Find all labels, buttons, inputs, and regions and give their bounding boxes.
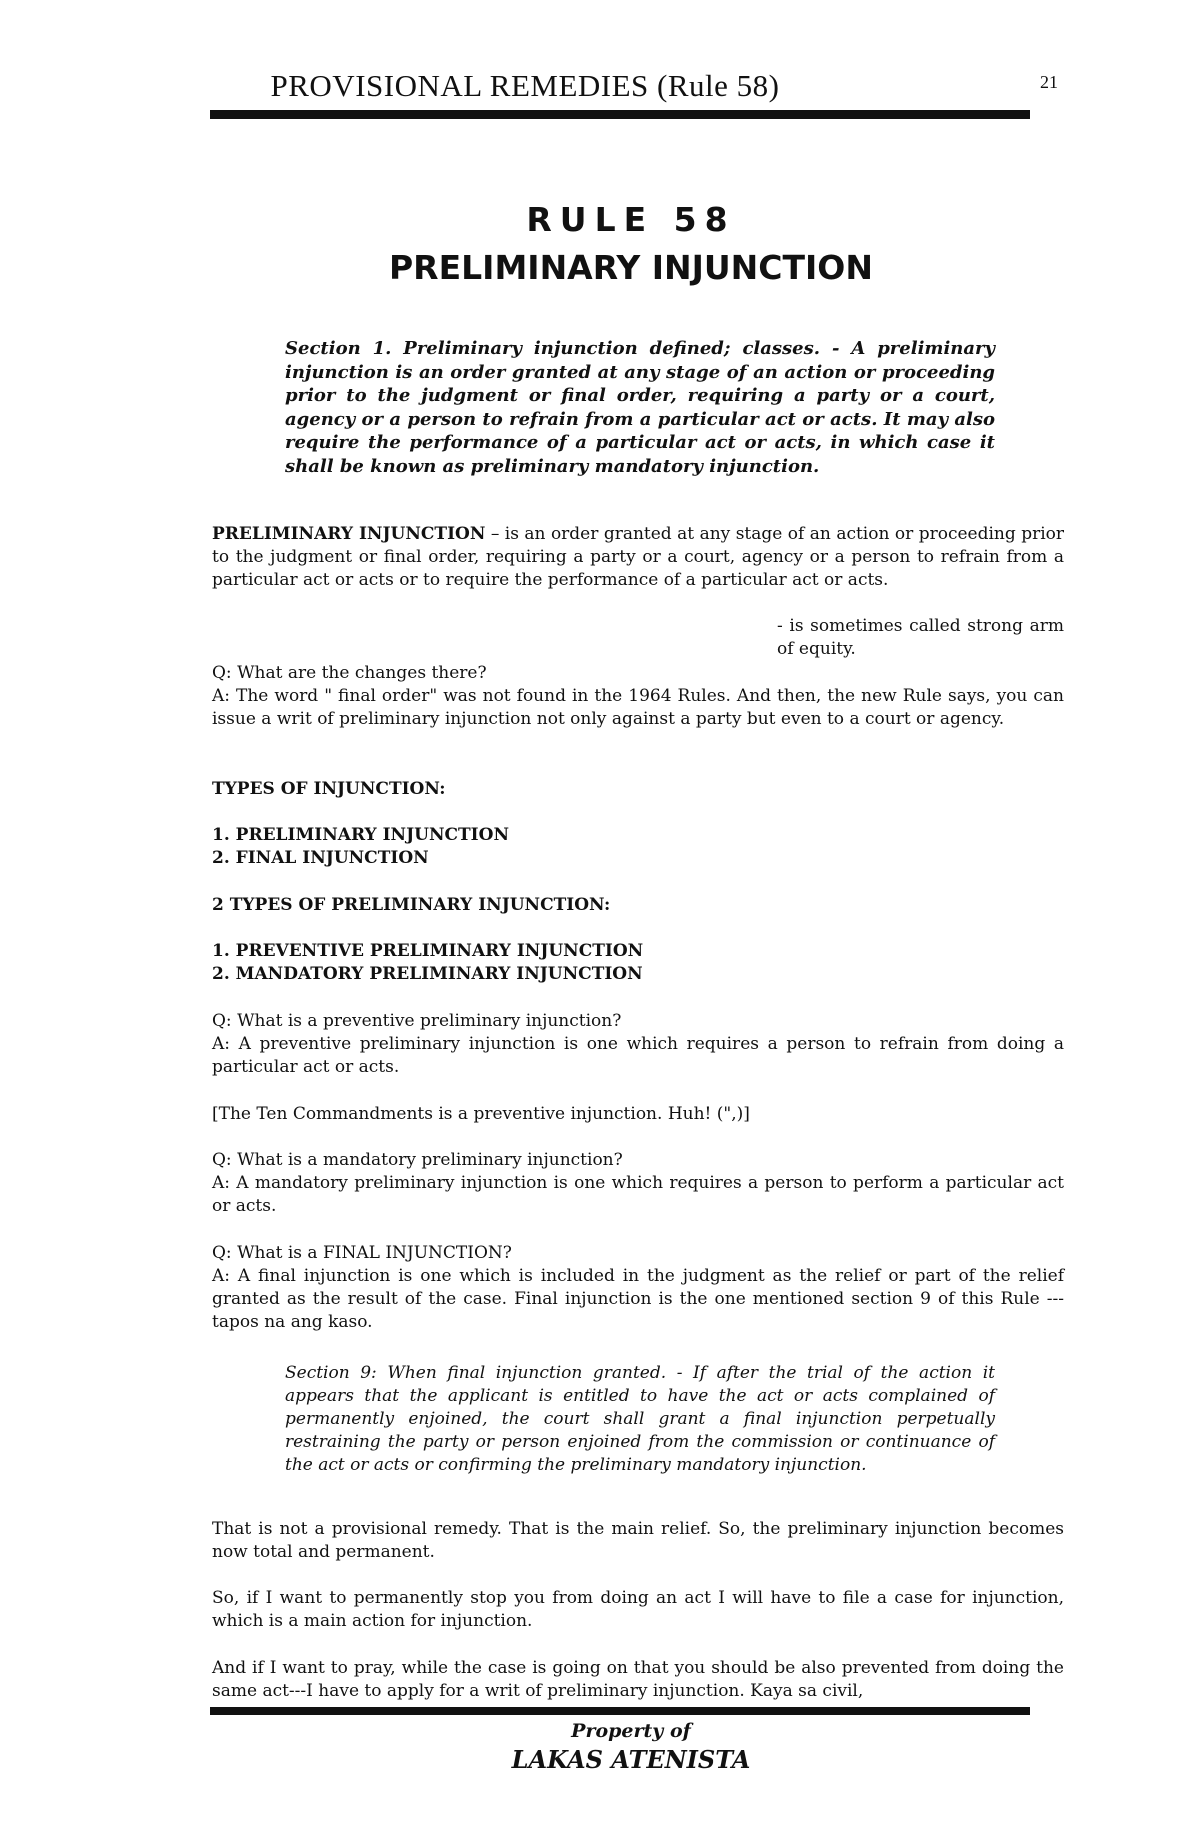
qa-final (212, 1242, 1064, 1334)
qa-changes (212, 662, 1064, 731)
definition-paragraph (212, 523, 1064, 592)
list-item: 1. PREVENTIVE PRELIMINARY INJUNCTION (212, 941, 644, 961)
question: Q: What is a preventive preliminary injunction? (212, 1011, 622, 1031)
header-rule (210, 110, 1030, 119)
question: Q: What are the changes there? (212, 663, 487, 683)
qa-preventive (212, 1010, 1064, 1079)
definition-note: - is sometimes called strong arm of equity. (777, 616, 1064, 659)
question: Q: What is a FINAL INJUNCTION? (212, 1243, 512, 1263)
footer-rule (210, 1707, 1030, 1715)
definition-text: – is an order granted at any stage of an action or proceeding prior to the judgment or final order, requiring a party or a court, agency or a person to refrain from a particular act or acts or to require the performance of a particular act or acts. (212, 524, 1064, 590)
rule-number: RULE 58 (526, 200, 736, 239)
prelim-types-heading: 2 TYPES OF PRELIMINARY INJUNCTION: (212, 895, 611, 915)
list-item: 1. PRELIMINARY INJUNCTION (212, 825, 509, 845)
running-header-title: PROVISIONAL REMEDIES (Rule 58) (270, 68, 780, 103)
section-1-quote: Section 1. Preliminary injunction defined; classes. - A preliminary injunction is an order granted at any stage of an action or proceeding prior to the judgment or final order, requiring a party or a court, agency or a person to refrain from a particular act or acts. It may also require the performance of a particular act or acts, in which case it shall be known as preliminary mandatory injunction. (285, 338, 995, 477)
footer-property: Property of (571, 1720, 691, 1742)
qa-mandatory (212, 1149, 1064, 1218)
list-item: 2. FINAL INJUNCTION (212, 848, 429, 868)
list-item: 2. MANDATORY PRELIMINARY INJUNCTION (212, 964, 643, 984)
section-9-quote: Section 9: When final injunction granted. - If after the trial of the action it appears that the applicant is entitled to have the act or acts complained of permanently enjoined, the court shall grant a final injunction perpetually restraining the party or person enjoined from the commission or continuance of the act or acts or confirming the preliminary mandatory injunction. (285, 1363, 995, 1475)
paragraph-writ: And if I want to pray, while the case is going on that you should be also prevented from doing the same act---I have to apply for a writ of preliminary injunction. Kaya sa civil, (212, 1658, 1064, 1701)
answer: A: The word " final order" was not found in the 1964 Rules. And then, the new Rule says, you can issue a writ of preliminary injunction not only against a party but even to a court or agency. (212, 686, 1064, 729)
types-list (212, 824, 1064, 870)
paragraph-permanent-stop: So, if I want to permanently stop you from doing an act I will have to file a case for injunction, which is a main action for injunction. (212, 1588, 1064, 1631)
prelim-types-list (212, 940, 1064, 986)
rule-name: PRELIMINARY INJUNCTION (389, 248, 873, 287)
answer: A: A final injunction is one which is included in the judgment as the relief or part of the relief granted as the result of the case. Final injunction is the one mentioned section 9 of this Rule --- tapos na ang kaso. (212, 1266, 1064, 1332)
page-number: 21 (1040, 72, 1058, 92)
question: Q: What is a mandatory preliminary injunction? (212, 1150, 623, 1170)
definition-term: PRELIMINARY INJUNCTION (212, 524, 486, 544)
answer: A: A mandatory preliminary injunction is one which requires a person to perform a particular act or acts. (212, 1173, 1064, 1216)
aside-note: [The Ten Commandments is a preventive injunction. Huh! (",)] (212, 1104, 750, 1124)
types-heading: TYPES OF INJUNCTION: (212, 779, 446, 799)
paragraph-main-relief: That is not a provisional remedy. That is the main relief. So, the preliminary injunction becomes now total and permanent. (212, 1519, 1064, 1562)
answer: A: A preventive preliminary injunction is one which requires a person to refrain from doing a particular act or acts. (212, 1034, 1064, 1077)
footer-organization: LAKAS ATENISTA (511, 1745, 751, 1774)
